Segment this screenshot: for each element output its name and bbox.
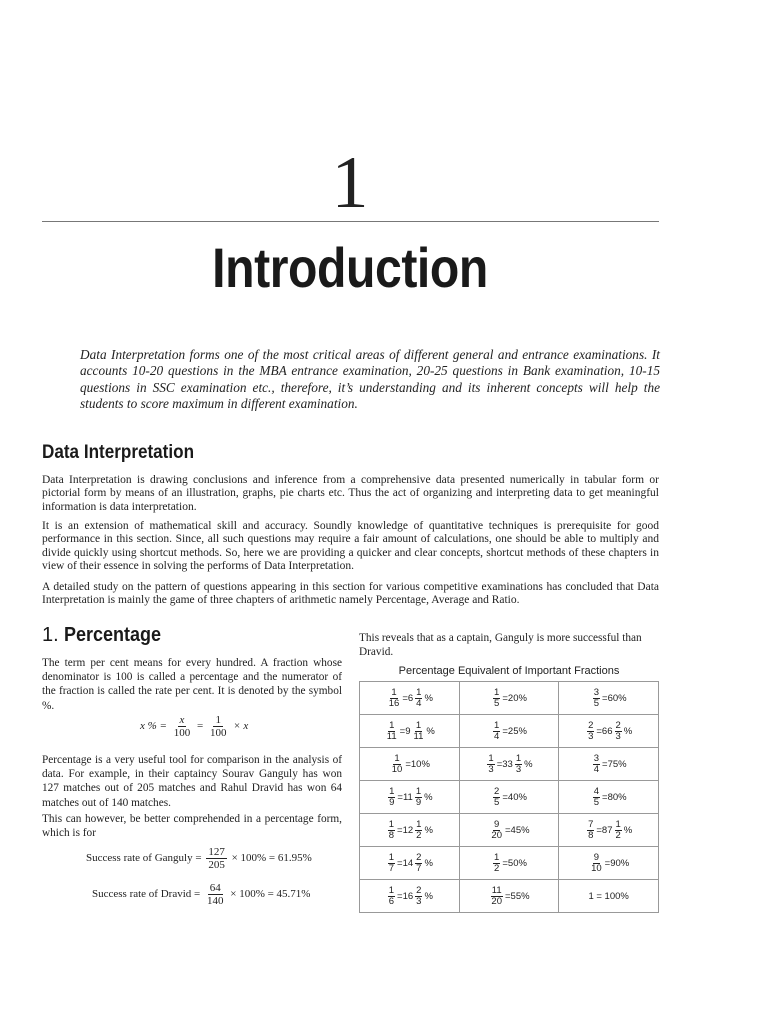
fraction <box>414 787 423 808</box>
table-row <box>360 880 659 913</box>
table-row <box>360 682 659 715</box>
fraction <box>412 721 426 742</box>
fraction-denominator: 3 <box>416 895 422 907</box>
table-cell <box>559 847 659 880</box>
chapter-number: 1 <box>331 142 369 224</box>
whole-part: 16 <box>402 890 414 902</box>
fraction-numerator: 1 <box>388 818 395 830</box>
fraction-numerator: 1 <box>494 686 500 698</box>
equals-sign: = <box>602 692 608 704</box>
fraction-denominator: 10 <box>591 862 602 874</box>
table-cell <box>459 715 559 748</box>
fraction-denominator: 8 <box>388 829 395 841</box>
table-cell <box>360 781 460 814</box>
table-cell <box>360 715 460 748</box>
equals-sign: = <box>504 824 511 836</box>
fraction-numerator: 1 <box>416 818 422 830</box>
table-cell <box>360 814 460 847</box>
rate-result: × 100% = 45.71% <box>230 888 311 901</box>
cell-value: 1 = 100% <box>588 890 629 902</box>
fraction <box>385 721 399 742</box>
fraction-numerator: 1 <box>215 714 221 726</box>
equals-sign: = <box>405 758 411 770</box>
fraction-numerator: 1 <box>389 785 395 797</box>
equals-sign: = <box>604 857 611 869</box>
percentage-definition: The term per cent means for every hundred. A fraction whose denominator is 100 is called a percentage and the numerator of the fraction is called the rate per cent. It is denoted by the symbol %. <box>42 657 342 712</box>
equals-sign: = <box>602 791 608 803</box>
whole-part: 40% <box>507 791 527 803</box>
percent-sign: % <box>524 758 533 770</box>
fraction-numerator: 2 <box>416 884 422 896</box>
fraction-denominator: 11 <box>386 730 397 742</box>
fraction-denominator: 5 <box>593 697 600 709</box>
table-cell <box>459 781 559 814</box>
fraction-numerator: 127 <box>208 846 225 858</box>
fraction-numerator: 2 <box>588 719 594 731</box>
fraction-denominator: 205 <box>208 859 225 871</box>
section-paragraph: Data Interpretation is drawing conclusions and inference from a comprehensive data presented numerically in tabular form or pictorial form by means of an illustration, graphs, pie charts etc. Thus the act of organizing and interpreting data to get meaningful information is data interpretation. <box>42 474 659 513</box>
whole-part: 9 <box>405 725 411 737</box>
whole-part: 55% <box>510 890 530 902</box>
whole-part: 80% <box>607 791 627 803</box>
equals-sign: = <box>596 824 602 836</box>
table-cell <box>459 847 559 880</box>
fraction-denominator: 6 <box>388 895 395 907</box>
percentage-comprehension: This can however, be better comprehended in a percentage form, which is for <box>42 813 342 840</box>
fraction <box>414 688 423 709</box>
fraction-numerator: 1 <box>391 686 397 698</box>
fraction-denominator: 7 <box>416 862 422 874</box>
equals-sign: = <box>502 857 508 869</box>
table-cell <box>559 748 659 781</box>
table-cell <box>360 880 460 913</box>
fraction-denominator: 5 <box>494 697 500 709</box>
fraction-denominator: 5 <box>494 796 500 808</box>
rate-label: Success rate of Dravid = <box>92 888 201 901</box>
fraction-numerator: 1 <box>494 719 500 731</box>
fraction <box>614 721 623 742</box>
fraction-denominator: 2 <box>416 829 422 841</box>
fraction-numerator: 1 <box>416 686 422 698</box>
chapter-divider <box>42 221 659 222</box>
whole-part: 11 <box>402 791 413 803</box>
fraction <box>387 688 402 709</box>
fraction <box>489 820 504 841</box>
fraction <box>492 787 501 808</box>
fraction <box>589 853 604 874</box>
chapter-title: Introduction <box>212 236 488 299</box>
fraction-denominator: 3 <box>615 730 621 742</box>
equals-sign: = <box>397 890 403 902</box>
percentage-formula <box>140 714 248 739</box>
percent-sign: % <box>424 824 433 836</box>
intro-paragraph: Data Interpretation forms one of the most critical areas of different general and entrance examinations. It accounts 10-20 questions in the MBA entrance examination, 20-25 questions in Bank examination, 10-15 questions in SSC examination etc., therefore, it’s understanding and its inherent concepts will help the students to score maximum in different examination. <box>80 347 660 412</box>
fraction <box>390 754 405 775</box>
fraction <box>414 886 423 907</box>
table-row <box>360 847 659 880</box>
fraction <box>492 688 501 709</box>
table-cell <box>559 682 659 715</box>
dravid-success-rate <box>92 882 310 907</box>
fraction <box>514 754 523 775</box>
fraction-numerator: 2 <box>416 851 422 863</box>
whole-part: 60% <box>607 692 627 704</box>
fraction-numerator: 1 <box>488 752 494 764</box>
percentage-usage: Percentage is a very useful tool for comparison in the analysis of data. For example, in their captaincy Sourav Ganguly has won 127 matches out of 205 matches and Rahul Dravid has won 64 matches out of 140 matches. <box>42 754 342 809</box>
whole-part: 14 <box>402 857 414 869</box>
percentage-title: Percentage <box>64 624 162 646</box>
equals-sign: = <box>502 725 508 737</box>
fraction <box>489 886 504 907</box>
whole-part: 6 <box>407 692 414 704</box>
table-body <box>360 682 659 913</box>
fraction-denominator: 4 <box>416 697 422 709</box>
formula-tail: × x <box>233 720 249 733</box>
table-row <box>360 715 659 748</box>
fraction-denominator: 20 <box>491 895 502 907</box>
fraction <box>492 721 501 742</box>
fraction-numerator: 9 <box>494 818 500 830</box>
percent-sign: % <box>424 857 433 869</box>
rate-fraction <box>205 882 226 907</box>
whole-part: 12 <box>402 824 414 836</box>
table-cell <box>559 814 659 847</box>
fraction-numerator: 1 <box>388 884 395 896</box>
section-paragraph: A detailed study on the pattern of questions appearing in this section for various competitive examinations has concluded that Data Interpretation is mainly the game of three chapters of arithmetic namely Percentage, Average and Ratio. <box>42 581 659 607</box>
fraction-numerator: 11 <box>491 884 502 896</box>
fraction <box>592 787 601 808</box>
fraction-numerator: 2 <box>615 719 621 731</box>
fraction-numerator: x <box>179 714 185 726</box>
fraction <box>492 853 501 874</box>
fraction-numerator: 7 <box>588 818 594 830</box>
fraction-numerator: 1 <box>515 752 522 764</box>
fraction-denominator: 9 <box>415 796 422 808</box>
whole-part: 33 <box>502 758 513 770</box>
equals-sign: = <box>397 857 403 869</box>
whole-part: 20% <box>507 692 527 704</box>
fraction-denominator: 3 <box>488 763 494 775</box>
table-cell <box>459 814 559 847</box>
fraction <box>586 820 595 841</box>
percent-sign: % <box>623 725 633 737</box>
fraction-denominator: 7 <box>388 862 395 874</box>
equals-sign: = <box>402 692 408 704</box>
whole-part: 45% <box>510 824 530 836</box>
equals-sign: = <box>399 725 406 737</box>
fraction <box>387 787 396 808</box>
fraction-denominator: 3 <box>588 730 594 742</box>
equals-sign: = <box>596 725 602 737</box>
fraction <box>592 754 601 775</box>
fraction-percentage-table <box>359 681 659 913</box>
fraction-numerator: 3 <box>593 686 600 698</box>
equals-sign: = <box>602 758 608 770</box>
equals-sign: = <box>504 890 511 902</box>
percentage-number: 1. <box>42 624 59 646</box>
table-cell <box>459 748 559 781</box>
fraction-numerator: 2 <box>494 785 500 797</box>
fraction-numerator: 9 <box>593 851 600 863</box>
table-cell <box>459 880 559 913</box>
fraction <box>414 853 423 874</box>
formula-fraction <box>208 714 229 739</box>
fraction <box>387 853 396 874</box>
fraction <box>414 820 423 841</box>
fraction <box>586 721 595 742</box>
fraction-denominator: 9 <box>389 796 395 808</box>
table-row <box>360 781 659 814</box>
table-cell <box>559 880 659 913</box>
formula-equals: = <box>196 720 204 733</box>
table-cell <box>559 715 659 748</box>
whole-part: 87 <box>601 824 613 836</box>
fraction-denominator: 5 <box>593 796 600 808</box>
captain-conclusion: This reveals that as a captain, Ganguly is more successful than Dravid. <box>359 632 642 659</box>
equals-sign: = <box>397 791 403 803</box>
equals-sign: = <box>502 791 508 803</box>
fraction-numerator: 1 <box>494 851 500 863</box>
fraction-numerator: 1 <box>388 851 395 863</box>
fraction-denominator: 3 <box>515 763 522 775</box>
table-cell <box>459 682 559 715</box>
fraction-denominator: 10 <box>391 763 403 775</box>
table-caption: Percentage Equivalent of Important Fractions <box>398 665 620 677</box>
fraction <box>614 820 623 841</box>
equals-sign: = <box>502 692 508 704</box>
fraction-denominator: 140 <box>206 895 224 907</box>
rate-fraction <box>206 846 227 871</box>
whole-part: 10% <box>410 758 430 770</box>
fraction-numerator: 4 <box>593 785 600 797</box>
table-row <box>360 814 659 847</box>
fraction-numerator: 1 <box>415 719 422 731</box>
fraction-numerator: 1 <box>394 752 400 764</box>
equals-sign: = <box>496 758 503 770</box>
fraction-denominator: 100 <box>173 727 191 739</box>
fraction <box>387 820 396 841</box>
rate-result: × 100% = 61.95% <box>231 852 312 865</box>
section-paragraph: It is an extension of mathematical skill and accuracy. Soundly knowledge of quantitative techniques is prerequisite for good performance in this section. Since, all such questions may require a fair amount of calculations, one should be able to multiply and divide quickly using shortcut methods. So, here we are providing a quicker and clear concepts, shortcut methods of these chapters in view of their essence in solving the performs of Data Interpretation. <box>42 520 659 573</box>
table-cell <box>559 781 659 814</box>
fraction-numerator: 1 <box>389 719 395 731</box>
fraction-denominator: 100 <box>209 727 227 739</box>
formula-lhs: x % = <box>140 720 167 733</box>
percent-sign: % <box>424 890 433 902</box>
fraction-numerator: 3 <box>593 752 600 764</box>
fraction-denominator: 20 <box>491 829 502 841</box>
table-cell <box>360 682 460 715</box>
fraction-denominator: 4 <box>593 763 600 775</box>
formula-fraction <box>172 714 193 739</box>
fraction <box>592 688 601 709</box>
table-cell <box>360 748 460 781</box>
fraction-numerator: 1 <box>415 785 422 797</box>
percent-sign: % <box>426 725 435 737</box>
percentage-heading <box>42 622 172 648</box>
fraction-denominator: 11 <box>413 730 424 742</box>
whole-part: 75% <box>607 758 627 770</box>
table-cell <box>360 847 460 880</box>
fraction-denominator: 16 <box>388 697 400 709</box>
percent-sign: % <box>424 692 433 704</box>
fraction <box>387 886 396 907</box>
rate-label: Success rate of Ganguly = <box>86 852 202 865</box>
fraction-denominator: 8 <box>588 829 594 841</box>
fraction-numerator: 1 <box>615 818 621 830</box>
whole-part: 25% <box>507 725 527 737</box>
percent-sign: % <box>424 791 433 803</box>
fraction <box>486 754 495 775</box>
whole-part: 66 <box>601 725 613 737</box>
table-row <box>360 748 659 781</box>
fraction-denominator: 2 <box>615 829 621 841</box>
percent-sign: % <box>623 824 633 836</box>
fraction-numerator: 64 <box>209 882 221 894</box>
equals-sign: = <box>397 824 403 836</box>
whole-part: 50% <box>507 857 527 869</box>
section-heading: Data Interpretation <box>42 442 195 463</box>
fraction-denominator: 2 <box>494 862 500 874</box>
fraction-denominator: 4 <box>494 730 500 742</box>
ganguly-success-rate <box>86 846 312 871</box>
whole-part: 90% <box>610 857 630 869</box>
